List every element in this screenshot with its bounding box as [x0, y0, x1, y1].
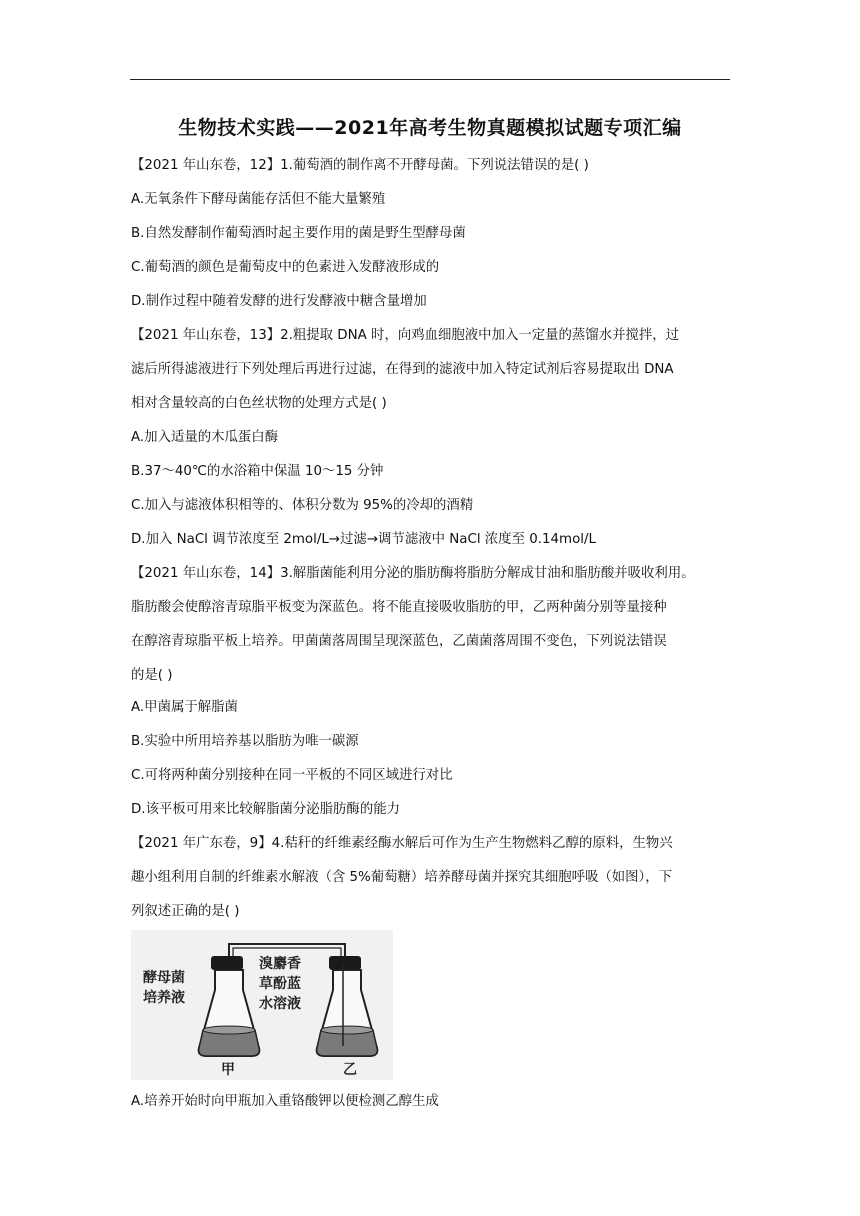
q4-stem-line-1: 【2021 年广东卷，9】4.秸秆的纤维素经酶水解后可作为生产生物燃料乙醇的原料，生物兴	[131, 836, 673, 851]
q2-option-a: A.加入适量的木瓜蛋白酶	[131, 430, 279, 445]
q3-option-c: C.可将两种菌分别接种在同一平板的不同区域进行对比	[131, 768, 453, 783]
q3-option-a: A.甲菌属于解脂菌	[131, 700, 238, 715]
q1-stem-line-1: 【2021 年山东卷，12】1.葡萄酒的制作离不开酵母菌。下列说法错误的是( )	[131, 158, 589, 173]
page-title: 生物技术实践——2021年高考生物真题模拟试题专项汇编	[178, 117, 682, 139]
q2-stem-line-1: 【2021 年山东卷，13】2.粗提取 DNA 时，向鸡血细胞液中加入一定量的蒸馏水并搅拌，过	[131, 328, 680, 343]
q2-option-b: B.37～40℃的水浴箱中保温 10～15 分钟	[131, 464, 384, 479]
q3-option-d: D.该平板可用来比较解脂菌分泌脂肪酶的能力	[131, 802, 400, 817]
q3-stem-line-2: 脂肪酸会使醇溶青琼脂平板变为深蓝色。将不能直接吸收脂肪的甲，乙两种菌分别等量接种	[131, 600, 667, 615]
label-bromothymol-1: 溴麝香	[259, 956, 301, 972]
q3-stem-line-4: 的是( )	[131, 668, 173, 683]
q3-stem-line-1: 【2021 年山东卷，14】3.解脂菌能利用分泌的脂肪酶将脂肪分解成甘油和脂肪酸并吸收利用。	[131, 566, 695, 581]
flask-a-stopper	[211, 956, 243, 970]
header-rule	[130, 79, 730, 80]
label-flask-b: 乙	[343, 1062, 357, 1078]
q2-option-c: C.加入与滤液体积相等的、体积分数为 95%的冷却的酒精	[131, 498, 474, 513]
label-flask-a: 甲	[221, 1062, 235, 1078]
q3-stem-line-3: 在醇溶青琼脂平板上培养。甲菌菌落周围呈现深蓝色，乙菌菌落周围不变色，下列说法错误	[131, 634, 667, 649]
flask-b-liquid-surface	[321, 1026, 373, 1034]
experiment-figure	[131, 930, 393, 1080]
q1-option-c: C.葡萄酒的颜色是葡萄皮中的色素进入发酵液形成的	[131, 260, 440, 275]
q2-stem-line-3: 相对含量较高的白色丝状物的处理方式是( )	[131, 396, 387, 411]
q2-stem-line-2: 滤后所得滤液进行下列处理后再进行过滤，在得到的滤液中加入特定试剂后容易提取出 DNA	[131, 362, 674, 377]
q2-option-d: D.加入 NaCl 调节浓度至 2mol/L→过滤→调节滤液中 NaCl 浓度至 0.14mol/L	[131, 532, 596, 547]
flask-a-liquid-surface	[203, 1026, 255, 1034]
label-bromothymol-2: 草酚蓝	[259, 976, 301, 992]
label-culture: 培养液	[143, 990, 185, 1006]
label-yeast: 酵母菌	[143, 970, 185, 986]
q4-option-a: A.培养开始时向甲瓶加入重铬酸钾以便检测乙醇生成	[131, 1094, 439, 1109]
q3-option-b: B.实验中所用培养基以脂肪为唯一碳源	[131, 734, 359, 749]
label-bromothymol-3: 水溶液	[259, 996, 301, 1012]
q1-option-b: B.自然发酵制作葡萄酒时起主要作用的菌是野生型酵母菌	[131, 226, 466, 241]
q1-option-a: A.无氧条件下酵母菌能存活但不能大量繁殖	[131, 192, 386, 207]
flask-b-stopper	[329, 956, 361, 970]
q4-stem-line-2: 趣小组利用自制的纤维素水解液（含 5%葡萄糖）培养酵母菌并探究其细胞呼吸（如图），下	[131, 870, 673, 885]
q1-option-d: D.制作过程中随着发酵的进行发酵液中糖含量增加	[131, 294, 427, 309]
q4-stem-line-3: 列叙述正确的是( )	[131, 904, 240, 919]
